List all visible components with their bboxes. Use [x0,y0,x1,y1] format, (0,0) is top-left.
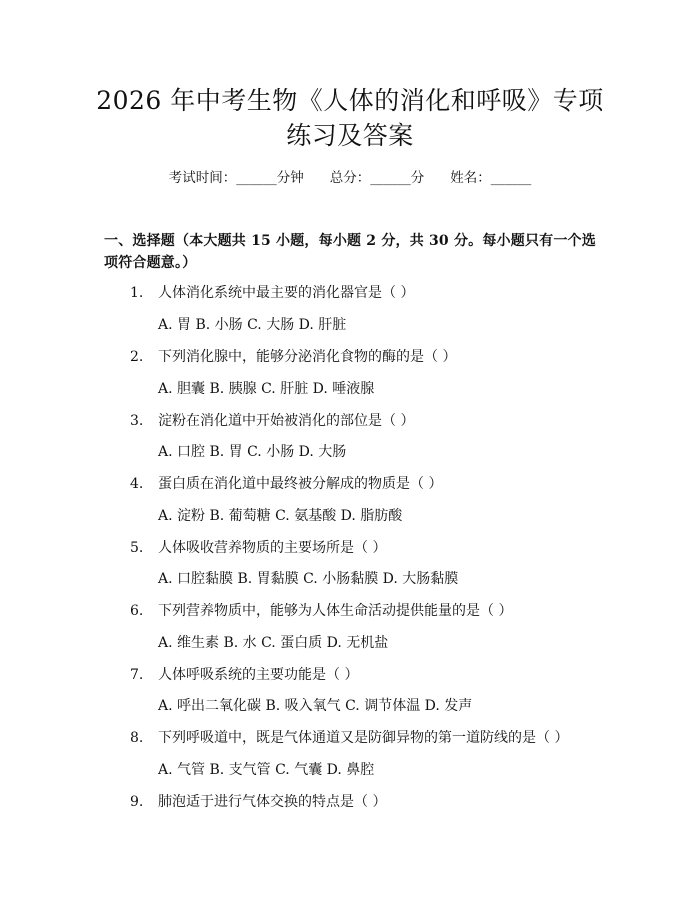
exam-info-line [0,169,700,187]
exam-time-label: 考试时间： [168,170,237,186]
question-2-options: A. 胆囊 B. 胰腺 C. 肝脏 D. 唾液腺 [158,381,375,397]
question-text: 人体吸收营养物质的主要场所是（ ） [158,540,387,556]
question-1-options: A. 胃 B. 小肠 C. 大肠 D. 肝脏 [158,317,347,333]
question-9 [130,793,610,811]
question-number: 5. [130,540,144,556]
question-4 [130,475,610,493]
question-5 [130,539,610,557]
question-7-options: A. 呼出二氧化碳 B. 吸入氧气 C. 调节体温 D. 发声 [158,698,473,714]
question-3 [130,412,610,430]
question-8-options: A. 气管 B. 支气管 C. 气囊 D. 鼻腔 [158,762,375,778]
question-text: 下列消化腺中，能够分泌消化食物的酶的是（ ） [158,349,457,365]
question-number: 7. [130,667,144,683]
question-6-options: A. 维生素 B. 水 C. 蛋白质 D. 无机盐 [158,635,389,651]
question-number: 3. [130,413,144,429]
question-number: 6. [130,603,144,619]
question-number: 1. [130,285,144,301]
question-text: 人体呼吸系统的主要功能是（ ） [158,667,359,683]
question-text: 人体消化系统中最主要的消化器官是（ ） [158,285,415,301]
exam-time-blank: ______ [236,170,277,186]
name-blank: ______ [490,170,532,186]
question-number: 8. [130,730,144,746]
question-8 [130,729,610,747]
question-text: 下列呼吸道中，既是气体通道又是防御异物的第一道防线的是（ ） [158,730,569,746]
question-5-options: A. 口腔黏膜 B. 胃黏膜 C. 小肠黏膜 D. 大肠黏膜 [158,571,459,587]
question-4-options: A. 淀粉 B. 葡萄糖 C. 氨基酸 D. 脂肪酸 [158,508,403,524]
question-6 [130,602,610,620]
question-2 [130,348,610,366]
exam-time-unit: 分钟 [276,170,304,186]
question-text: 淀粉在消化道中开始被消化的部位是（ ） [158,413,415,429]
section-heading-multiple-choice: 一、选择题（本大题共 15 小题，每小题 2 分，共 30 分。每小题只有一个选项符合题意。） [104,233,596,271]
question-text: 蛋白质在消化道中最终被分解成的物质是（ ） [158,476,443,492]
question-number: 4. [130,476,144,492]
question-7 [130,666,610,684]
question-3-options: A. 口腔 B. 胃 C. 小肠 D. 大肠 [158,444,347,460]
question-number: 2. [130,349,144,365]
total-score-label: 总分： [329,170,371,186]
total-score-blank: ______ [370,170,411,186]
name-label: 姓名： [450,170,491,186]
question-text: 下列营养物质中，能够为人体生命活动提供能量的是（ ） [158,603,513,619]
question-number: 9. [130,794,144,810]
total-score-unit: 分 [410,170,425,186]
document-title-line-2: 练习及答案 [286,121,414,150]
question-text: 肺泡适于进行气体交换的特点是（ ） [158,794,387,810]
question-1 [130,284,610,302]
document-title-line-1: 2026 年中考生物《人体的消化和呼吸》专项 [96,86,604,115]
